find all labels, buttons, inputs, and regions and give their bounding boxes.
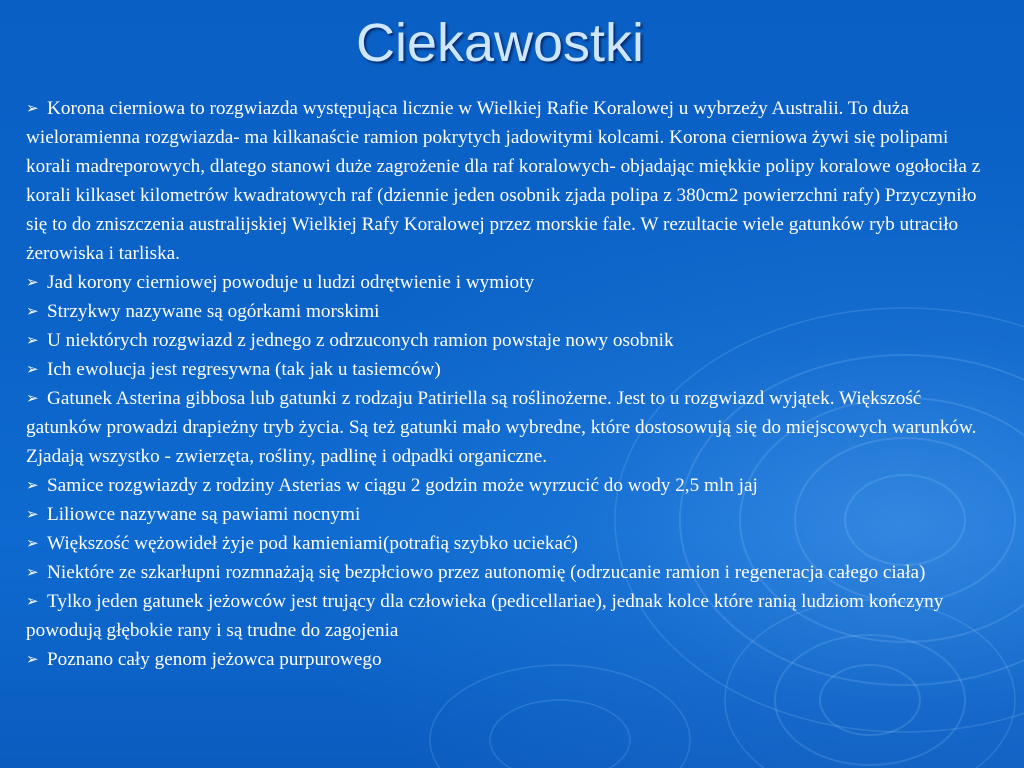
arrow-bullet-icon: ➢: [26, 592, 39, 610]
list-item: [26, 384, 996, 471]
arrow-bullet-icon: ➢: [26, 476, 39, 494]
list-item: [26, 529, 996, 558]
list-item: [26, 500, 996, 529]
list-item: [26, 645, 996, 674]
bullet-list: [26, 94, 996, 674]
arrow-bullet-icon: ➢: [26, 273, 39, 291]
list-item-text: Korona cierniowa to rozgwiazda występująca licznie w Wielkiej Rafie Koralowej u wybrzeży Australii. To duża wieloramienna rozgwiazda- ma kilkanaście ramion pokrytych jadowitymi kolcami. Korona cierniowa żywi się polipami korali madreporowych, dlatego stanowi duże zagrożenie dla raf koralowych- objadając miękkie polipy koralowe ogołociła z korali kilkaset kilometrów kwadratowych raf (dziennie jeden osobnik zjada polipa z 380cm2 powierzchni rafy) Przyczyniło się to do zniszczenia australijskiej Wielkiej Rafy Koralowej przez morskie fale. W rezultacie wiele gatunków ryb utraciło żerowiska i tarliska.: [26, 98, 981, 264]
list-item-text: Poznano cały genom jeżowca purpurowego: [47, 649, 382, 670]
arrow-bullet-icon: ➢: [26, 563, 39, 581]
list-item-text: Jad korony cierniowej powoduje u ludzi odrętwienie i wymioty: [47, 272, 535, 293]
list-item-text: U niektórych rozgwiazd z jednego z odrzuconych ramion powstaje nowy osobnik: [47, 330, 674, 351]
list-item-text: Gatunek Asterina gibbosa lub gatunki z rodzaju Patiriella są roślinożerne. Jest to u rozgwiazd wyjątek. Większość gatunków prowadzi drapieżny tryb życia. Są też gatunki mało wybredne, które dostosowują się do miejscowych warunków. Zjadają wszystko - zwierzęta, rośliny, padlinę i odpadki organiczne.: [26, 388, 977, 467]
list-item: [26, 297, 996, 326]
slide-title: Ciekawostki: [355, 13, 645, 73]
arrow-bullet-icon: ➢: [26, 331, 39, 349]
arrow-bullet-icon: ➢: [26, 650, 39, 668]
arrow-bullet-icon: ➢: [26, 534, 39, 552]
arrow-bullet-icon: ➢: [26, 505, 39, 523]
list-item: [26, 355, 996, 384]
list-item-text: Strzykwy nazywane są ogórkami morskimi: [47, 301, 380, 322]
arrow-bullet-icon: ➢: [26, 302, 39, 320]
list-item-text: Liliowce nazywane są pawiami nocnymi: [47, 504, 361, 525]
list-item: [26, 94, 996, 268]
arrow-bullet-icon: ➢: [26, 99, 39, 117]
list-item: [26, 471, 996, 500]
list-item: [26, 587, 996, 645]
list-item-text: Tylko jeden gatunek jeżowców jest trujący dla człowieka (pedicellariae), jednak kolce które ranią ludziom kończyny powodują głębokie rany i są trudne do zagojenia: [26, 591, 944, 641]
list-item-text: Niektóre ze szkarłupni rozmnażają się bezpłciowo przez autonomię (odrzucanie ramion i regeneracja całego ciała): [47, 562, 926, 583]
list-item: [26, 558, 996, 587]
list-item-text: Samice rozgwiazdy z rodziny Asterias w ciągu 2 godzin może wyrzucić do wody 2,5 mln jaj: [47, 475, 758, 496]
list-item: [26, 268, 996, 297]
list-item-text: Ich ewolucja jest regresywna (tak jak u tasiemców): [47, 359, 441, 380]
list-item-text: Większość wężowideł żyje pod kamieniami(potrafią szybko uciekać): [47, 533, 578, 554]
arrow-bullet-icon: ➢: [26, 360, 39, 378]
list-item: [26, 326, 996, 355]
arrow-bullet-icon: ➢: [26, 389, 39, 407]
